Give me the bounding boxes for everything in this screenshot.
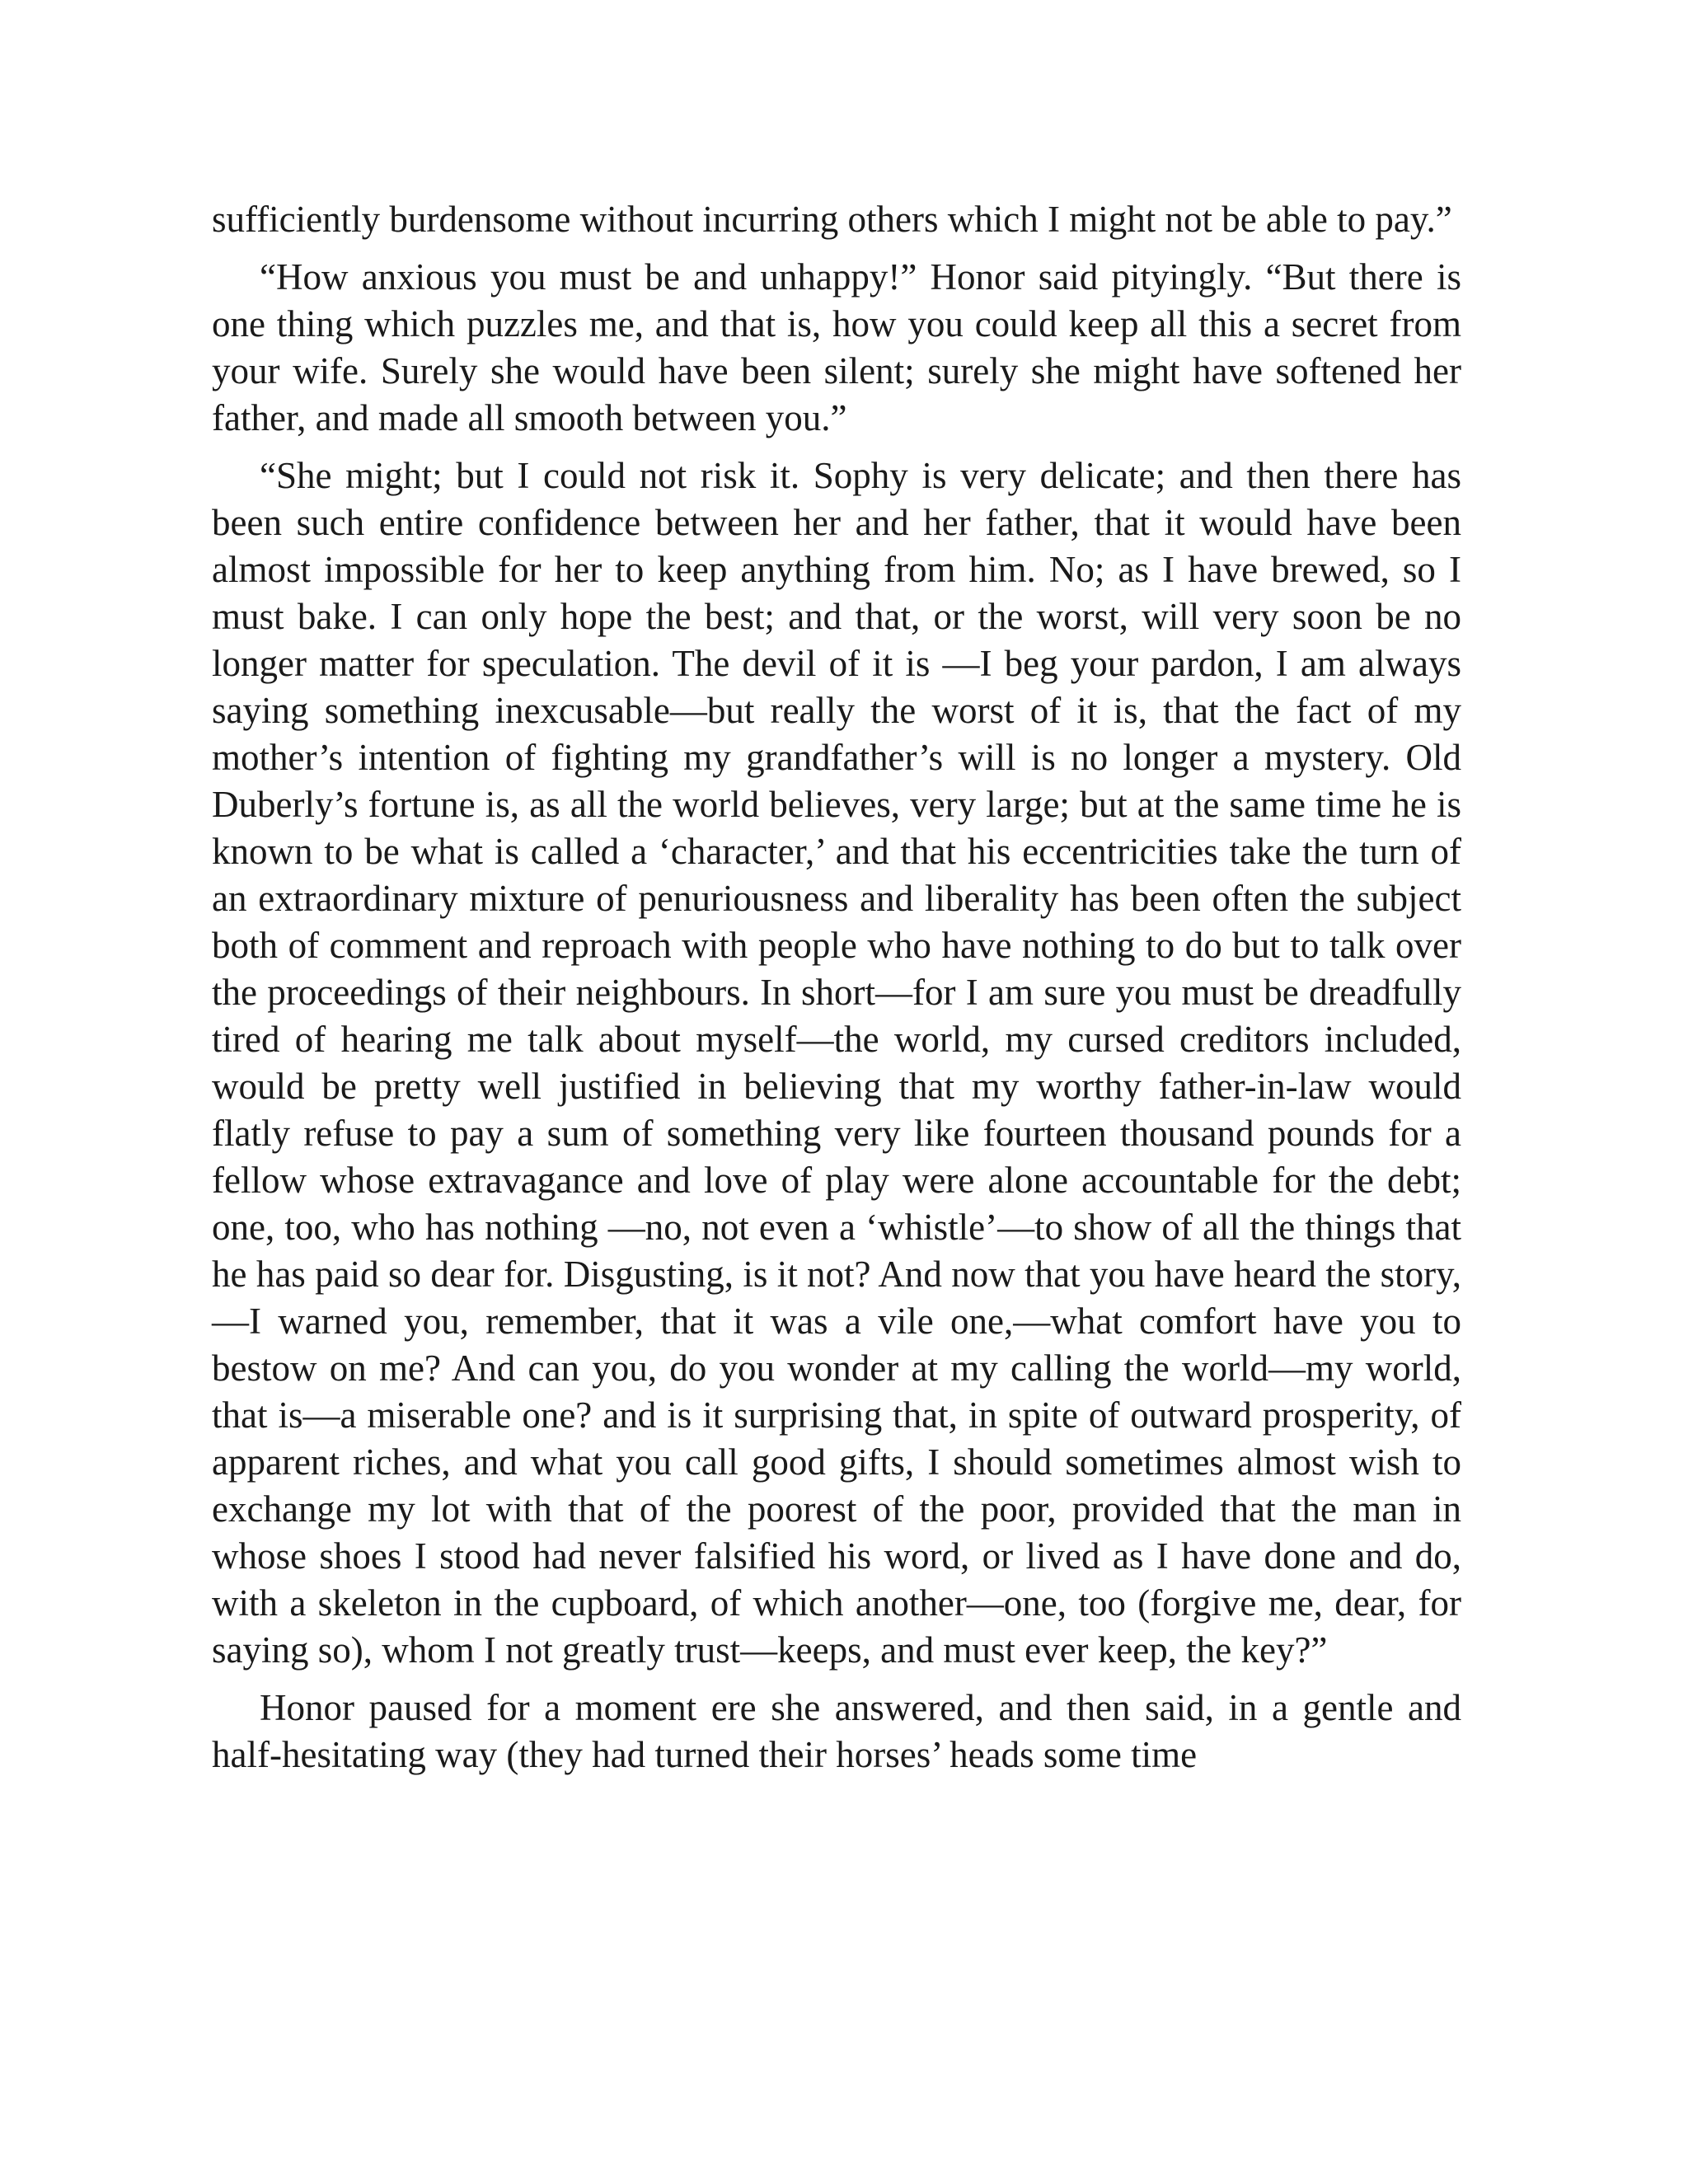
- paragraph-honor-reply: Honor paused for a moment ere she answered, and then said, in a gentle and half-hesitating way (they had turned their horses’ heads some time: [212, 1687, 1461, 1775]
- paragraph-confession: “She might; but I could not risk it. Sophy is very delicate; and then there has been such entire confidence between her and her father, that it would have been almost impossible for her to keep anything from him. No; as I have brewed, so I must bake. I can only hope the best; and that, or the worst, will very soon be no longer matter for speculation. The devil of it is —I beg your pardon, I am always saying something inexcusable—but really the worst of it is, that the fact of my mother’s intention of fighting my grandfather’s will is no longer a mystery. Old Duberly’s fortune is, as all the world believes, very large; but at the same time he is known to be what is called a ‘character,’ and that his eccentricities take the turn of an extraordinary mixture of penuriousness and liberality has been often the subject both of comment and reproach with people who have nothing to do but to talk over the proceedings of their neighbours. In short—for I am sure you must be dreadfully tired of hearing me talk about myself—the world, my cursed creditors included, would be pretty well justified in believing that my worthy father-in-law would flatly refuse to pay a sum of something very like fourteen thousand pounds for a fellow whose extravagance and love of play were alone accountable for the debt; one, too, who has nothing —no, not even a ‘whistle’—to show of all the things that he has paid so dear for. Disgusting, is it not? And now that you have heard the story,—I warned you, remember, that it was a vile one,—what comfort have you to bestow on me? And can you, do you wonder at my calling the world—my world, that is—a miserable one? and is it surprising that, in spite of outward prosperity, of apparent riches, and what you call good gifts, I should sometimes almost wish to exchange my lot with that of the poorest of the poor, provided that the man in whose shoes I stood had never falsified his word, or lived as I have done and do, with a skeleton in the cupboard, of which another—one, too (forgive me, dear, for saying so), whom I not greatly trust—keeps, and must ever keep, the key?”: [212, 455, 1461, 1671]
- paragraph-continuation: sufficiently burdensome without incurring others which I might not be able to pay.”: [212, 199, 1452, 240]
- page-body: [212, 196, 1461, 1789]
- paragraph-honor-pity: “How anxious you must be and unhappy!” Honor said pityingly. “But there is one thing which puzzles me, and that is, how you could keep all this a secret from your wife. Surely she would have been silent; surely she might have softened her father, and made all smooth between you.”: [212, 256, 1461, 438]
